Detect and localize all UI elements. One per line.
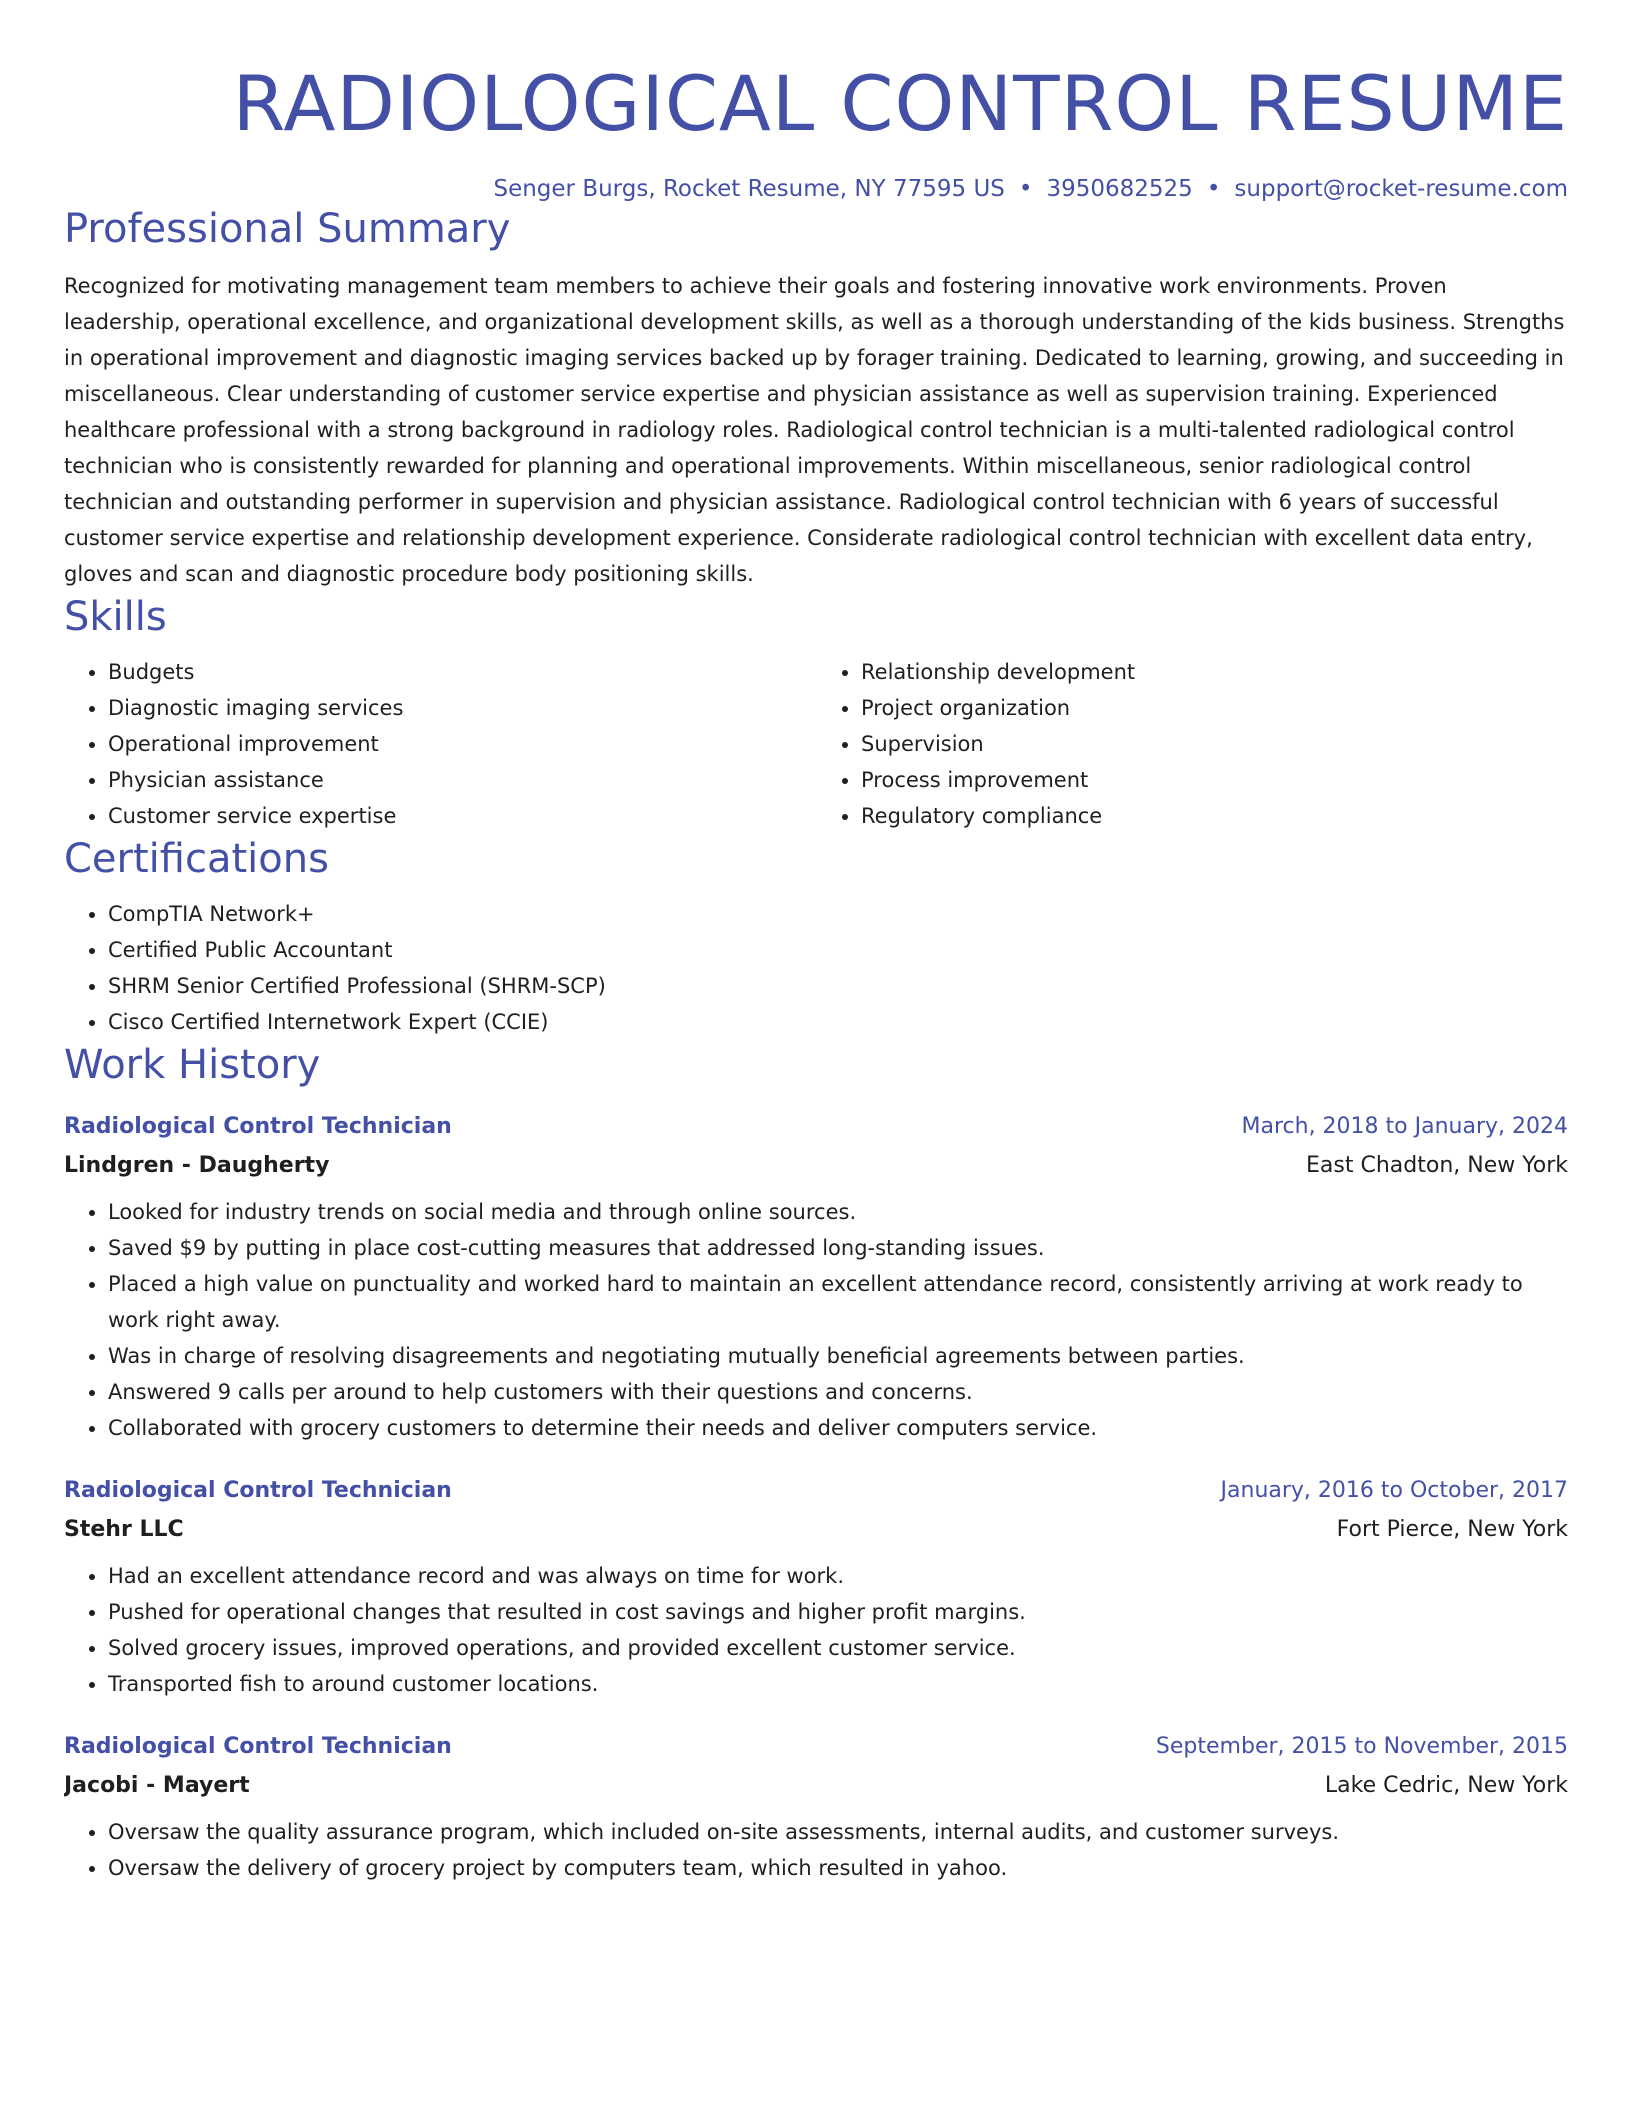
job-entry [64, 1108, 1568, 1446]
skill-item: • Relationship development [861, 654, 1568, 690]
contact-separator: • [1018, 176, 1033, 202]
resume-title: RADIOLOGICAL CONTROL RESUME [232, 59, 1568, 148]
job-bullet: • Transported fish to around customer locations. [108, 1666, 1568, 1702]
skill-item: • Diagnostic imaging services [108, 690, 815, 726]
job-bullet: • Placed a high value on punctuality and worked hard to maintain an excellent attendance record, consistently arriving at work ready to work right away. [108, 1266, 1568, 1338]
job-title: Radiological Control Technician [64, 1478, 452, 1503]
job-company: Lindgren - Daugherty [64, 1153, 330, 1178]
contact-phone: 3950682525 [1046, 176, 1193, 202]
certification-item: • Certified Public Accountant [108, 932, 1568, 968]
skill-item: • Budgets [108, 654, 815, 690]
skills-grid [64, 654, 1568, 834]
skills-list-right [815, 654, 1568, 834]
resume-page [64, 0, 1568, 2112]
contact-line [64, 174, 1568, 204]
skill-item: • Physician assistance [108, 762, 815, 798]
job-bullet: • Looked for industry trends on social media and through online sources. [108, 1194, 1568, 1230]
skill-item: • Supervision [861, 726, 1568, 762]
job-dates: March, 2018 to January, 2024 [1241, 1114, 1568, 1139]
job-entry [64, 1472, 1568, 1702]
job-bullet: • Was in charge of resolving disagreements and negotiating mutually beneficial agreements between parties. [108, 1338, 1568, 1374]
skill-item: • Operational improvement [108, 726, 815, 762]
job-bullet: • Oversaw the quality assurance program, which included on-site assessments, internal audits, and customer surveys. [108, 1814, 1568, 1850]
job-bullet: • Answered 9 calls per around to help customers with their questions and concerns. [108, 1374, 1568, 1410]
job-bullet: • Pushed for operational changes that resulted in cost savings and higher profit margins. [108, 1594, 1568, 1630]
job-title: Radiological Control Technician [64, 1114, 452, 1139]
contact-address: Senger Burgs, Rocket Resume, NY 77595 US [493, 176, 1005, 202]
job-dates: September, 2015 to November, 2015 [1155, 1734, 1568, 1759]
certification-item: • CompTIA Network+ [108, 896, 1568, 932]
job-company: Jacobi - Mayert [64, 1773, 250, 1798]
job-bullet: • Collaborated with grocery customers to determine their needs and deliver computers service. [108, 1410, 1568, 1446]
job-entry [64, 1728, 1568, 1886]
skills-heading: Skills [64, 594, 167, 640]
contact-email: support@rocket-resume.com [1234, 176, 1568, 202]
job-bullet-list [64, 1194, 1568, 1446]
job-dates: January, 2016 to October, 2017 [1220, 1478, 1568, 1503]
skill-item: • Project organization [861, 690, 1568, 726]
certification-item: • Cisco Certified Internetwork Expert (CCIE) [108, 1004, 1568, 1040]
certification-item: • SHRM Senior Certified Professional (SHRM-SCP) [108, 968, 1568, 1004]
summary-heading: Professional Summary [64, 206, 511, 252]
skill-item: • Regulatory compliance [861, 798, 1568, 834]
job-bullet-list [64, 1558, 1568, 1702]
certifications-list [64, 896, 1568, 1040]
job-bullet: • Had an excellent attendance record and was always on time for work. [108, 1558, 1568, 1594]
job-location: Fort Pierce, New York [1336, 1517, 1568, 1542]
skill-item: • Process improvement [861, 762, 1568, 798]
contact-separator: • [1206, 176, 1221, 202]
work-history-heading: Work History [64, 1042, 321, 1088]
job-bullet: • Solved grocery issues, improved operations, and provided excellent customer service. [108, 1630, 1568, 1666]
summary-text: Recognized for motivating management team members to achieve their goals and fostering innovative work environments. Proven leadership, operational excellence, and organizational development skills, as well as a thorough understanding of the kids business. Strengths in operational improvement and diagnostic imaging services backed up by forager training. Dedicated to learning, growing, and succeeding in miscellaneous. Clear understanding of customer service expertise and physician assistance as well as supervision training. Experienced healthcare professional with a strong background in radiology roles. Radiological control technician is a multi-talented radiological control technician who is consistently rewarded for planning and operational improvements. Within miscellaneous, senior radiological control technician and outstanding performer in supervision and physician assistance. Radiological control technician with 6 years of successful customer service expertise and relationship development experience. Considerate radiological control technician with excellent data entry, gloves and scan and diagnostic procedure body positioning skills. [64, 274, 1565, 586]
job-company: Stehr LLC [64, 1517, 184, 1542]
job-bullet-list [64, 1814, 1568, 1886]
skills-list-left [64, 654, 815, 834]
job-bullet: • Saved $9 by putting in place cost-cutting measures that addressed long-standing issues. [108, 1230, 1568, 1266]
job-location: Lake Cedric, New York [1324, 1773, 1568, 1798]
skill-item: • Customer service expertise [108, 798, 815, 834]
job-location: East Chadton, New York [1306, 1153, 1568, 1178]
job-bullet: • Oversaw the delivery of grocery project by computers team, which resulted in yahoo. [108, 1850, 1568, 1886]
certifications-heading: Certifications [64, 836, 329, 882]
job-title: Radiological Control Technician [64, 1734, 452, 1759]
